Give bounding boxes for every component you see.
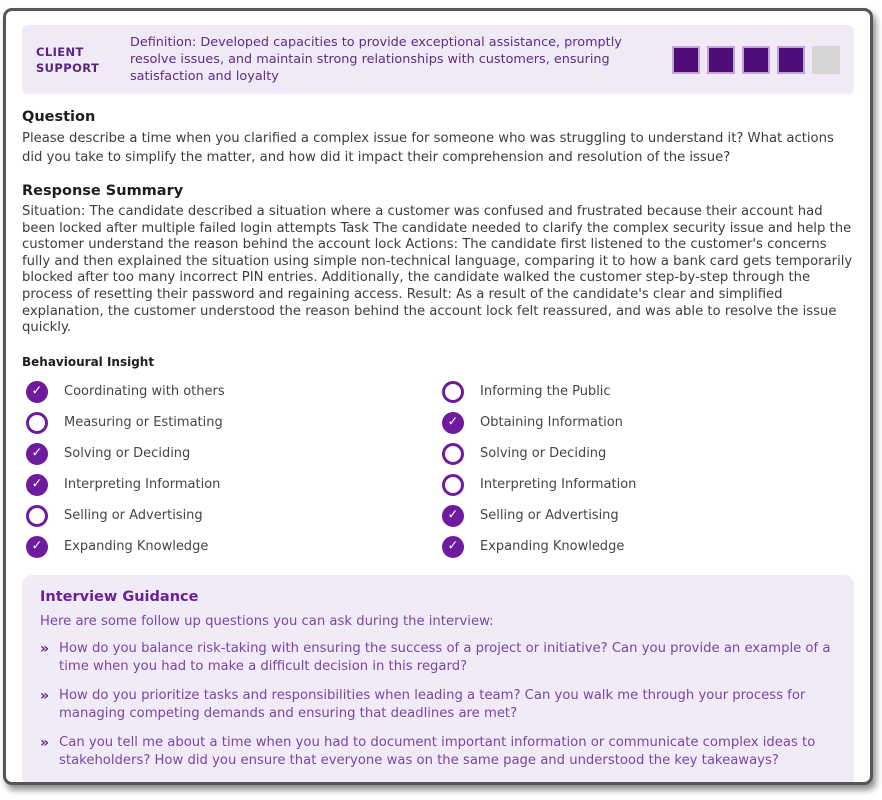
insight-item[interactable] bbox=[438, 381, 854, 403]
chevron-bullet-icon: » bbox=[40, 640, 50, 657]
insight-item[interactable] bbox=[22, 505, 438, 527]
guidance-question-list bbox=[40, 640, 836, 770]
check-mark-icon: ✓ bbox=[447, 538, 459, 554]
behavioural-insight-heading: Behavioural Insight bbox=[22, 354, 155, 369]
insight-item[interactable] bbox=[22, 474, 438, 496]
checkbox-icon[interactable] bbox=[26, 443, 48, 465]
insight-label: Expanding Knowledge bbox=[64, 539, 209, 555]
checkbox-icon[interactable] bbox=[442, 474, 464, 496]
insight-label: Obtaining Information bbox=[480, 415, 623, 431]
insight-column-left bbox=[22, 381, 438, 558]
guidance-question bbox=[40, 640, 836, 676]
check-mark-icon: ✓ bbox=[447, 507, 459, 523]
interview-guidance-intro: Here are some follow up questions you can ask during the interview: bbox=[40, 613, 494, 629]
guidance-question-text: How do you balance risk-taking with ensuring the success of a project or initiative? Can you provide an example of a time when you had to make a difficult decision in this regard? bbox=[59, 640, 831, 674]
insight-label: Expanding Knowledge bbox=[480, 539, 625, 555]
checkbox-icon[interactable] bbox=[442, 381, 464, 403]
response-summary-section bbox=[22, 183, 854, 337]
guidance-question-text: Can you tell me about a time when you had to document important information or communicate complex ideas to stakeholders? How did you ensure that everyone was on the same page and understood the key takeaways? bbox=[59, 734, 816, 768]
rating-square-filled bbox=[672, 46, 700, 74]
assessment-card bbox=[3, 8, 873, 785]
interview-guidance-box bbox=[22, 575, 854, 785]
chevron-bullet-icon: » bbox=[40, 687, 50, 704]
insight-label: Measuring or Estimating bbox=[64, 415, 223, 431]
insight-item[interactable] bbox=[438, 412, 854, 434]
competency-title: CLIENT SUPPORT bbox=[36, 44, 100, 75]
insight-label: Interpreting Information bbox=[480, 477, 637, 493]
checkbox-icon[interactable] bbox=[26, 381, 48, 403]
checkbox-icon[interactable] bbox=[26, 505, 48, 527]
check-mark-icon: ✓ bbox=[31, 476, 43, 492]
check-mark-icon: ✓ bbox=[31, 538, 43, 554]
checkbox-icon[interactable] bbox=[442, 443, 464, 465]
insight-item[interactable] bbox=[22, 381, 438, 403]
guidance-question bbox=[40, 734, 836, 770]
rating-square-filled bbox=[777, 46, 805, 74]
response-summary-text: Situation: The candidate described a situation where a customer was confused and frustrated because their account had been locked after multiple failed login attempts Task The candidate needed to clarify the complex security issue and help the customer understand the reason behind the account lock Actions: The candidate first listened to the customer's concerns fully and then explained the situation using simple non-technical language, comparing it to how a bank card gets temporarily blocked after too many incorrect PIN entries. Additionally, the candidate walked the customer step-by-step through the process of resetting their password and regaining access. Result: As a result of the candidate's clear and simplified explanation, the customer understood the reason behind the account lock felt reassured, and was able to resolve the issue quickly. bbox=[22, 203, 853, 336]
chevron-bullet-icon: » bbox=[40, 734, 50, 751]
insight-label: Solving or Deciding bbox=[64, 446, 191, 462]
insight-item[interactable] bbox=[438, 474, 854, 496]
rating-square-filled bbox=[707, 46, 735, 74]
checkbox-icon[interactable] bbox=[442, 505, 464, 527]
checkbox-icon[interactable] bbox=[442, 536, 464, 558]
competency-header bbox=[22, 25, 854, 94]
interview-guidance-heading: Interview Guidance bbox=[40, 588, 199, 605]
check-mark-icon: ✓ bbox=[31, 445, 43, 461]
rating-square-filled bbox=[742, 46, 770, 74]
question-text: Please describe a time when you clarified a complex issue for someone who was struggling to understand it? What actions did you take to simplify the matter, and how did it impact their comprehension and resolution of the issue? bbox=[22, 131, 834, 166]
check-mark-icon: ✓ bbox=[447, 414, 459, 430]
insight-item[interactable] bbox=[22, 536, 438, 558]
behavioural-insight-section bbox=[22, 355, 854, 558]
competency-definition: Definition: Developed capacities to provide exceptional assistance, promptly resolve issues, and maintain strong relationships with customers, ensuring satisfaction and loyalty bbox=[130, 35, 622, 85]
insight-label: Interpreting Information bbox=[64, 477, 221, 493]
insight-item[interactable] bbox=[438, 443, 854, 465]
insight-label: Solving or Deciding bbox=[480, 446, 607, 462]
insight-label: Informing the Public bbox=[480, 384, 611, 400]
question-heading: Question bbox=[22, 109, 96, 126]
insight-item[interactable] bbox=[438, 505, 854, 527]
checkbox-icon[interactable] bbox=[26, 474, 48, 496]
insight-label: Coordinating with others bbox=[64, 384, 225, 400]
rating-squares bbox=[672, 46, 840, 74]
checkbox-icon[interactable] bbox=[26, 536, 48, 558]
insight-label: Selling or Advertising bbox=[480, 508, 619, 524]
checkbox-icon[interactable] bbox=[442, 412, 464, 434]
insight-grid bbox=[22, 381, 854, 558]
insight-item[interactable] bbox=[22, 443, 438, 465]
insight-column-right bbox=[438, 381, 854, 558]
insight-item[interactable] bbox=[438, 536, 854, 558]
guidance-question bbox=[40, 687, 836, 723]
guidance-question-text: How do you prioritize tasks and responsibilities when leading a team? Can you walk me through your process for managing competing demands and ensuring that deadlines are met? bbox=[59, 687, 806, 721]
check-mark-icon: ✓ bbox=[31, 383, 43, 399]
rating-square-empty bbox=[812, 46, 840, 74]
response-summary-heading: Response Summary bbox=[22, 182, 184, 199]
question-section bbox=[22, 109, 854, 167]
checkbox-icon[interactable] bbox=[26, 412, 48, 434]
insight-label: Selling or Advertising bbox=[64, 508, 203, 524]
insight-item[interactable] bbox=[22, 412, 438, 434]
